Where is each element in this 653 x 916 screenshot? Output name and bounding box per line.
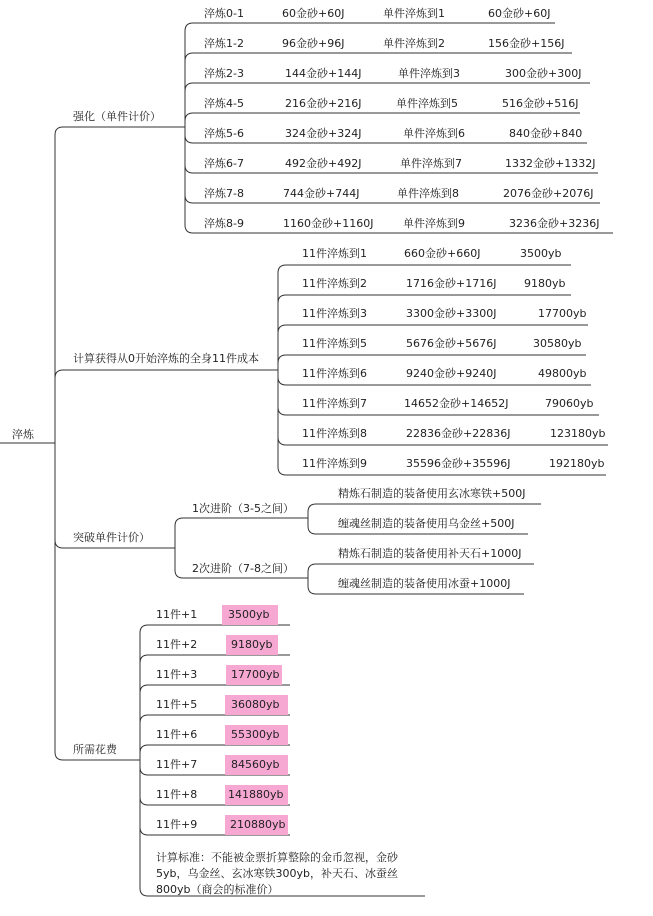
fullset-cost: 9240金砂+9240J <box>406 367 497 380</box>
fullset-target[interactable]: 11件淬炼到6 <box>302 367 367 380</box>
cost-yb: 9180yb <box>231 638 273 651</box>
fullset-cost: 3300金砂+3300J <box>406 307 497 320</box>
fullset-target[interactable]: 11件淬炼到9 <box>302 457 367 470</box>
strengthen-range[interactable]: 淬炼6-7 <box>204 157 244 170</box>
fullset-yb: 9180yb <box>524 277 566 290</box>
cost-item[interactable]: 11件+8 <box>156 788 198 801</box>
cost-yb: 210880yb <box>230 818 286 831</box>
strengthen-cost: 1160金砂+1160J <box>283 217 374 230</box>
fullset-target[interactable]: 11件淬炼到2 <box>302 277 367 290</box>
breakthrough-option: 精炼石制造的装备使用玄冰寒铁+500J <box>338 487 526 500</box>
fullset-cost: 22836金砂+22836J <box>406 427 511 440</box>
fullset-cost: 14652金砂+14652J <box>404 397 509 410</box>
cost-item[interactable]: 11件+1 <box>156 608 198 621</box>
strengthen-range[interactable]: 淬炼0-1 <box>204 7 244 20</box>
strengthen-cost: 216金砂+216J <box>285 97 362 110</box>
cost-item[interactable]: 11件+9 <box>156 818 198 831</box>
branch-breakthrough[interactable]: 突破单件计价） <box>73 531 150 544</box>
fullset-target[interactable]: 11件淬炼到7 <box>302 397 367 410</box>
cost-yb: 55300yb <box>231 728 280 741</box>
connector-stage-option <box>308 564 534 578</box>
strengthen-range[interactable]: 淬炼7-8 <box>204 187 244 200</box>
cost-item[interactable]: 11件+2 <box>156 638 198 651</box>
strengthen-cost: 324金砂+324J <box>285 127 362 140</box>
branch-cost[interactable]: 所需花费 <box>73 743 117 756</box>
branch-fullset-cost[interactable]: 计算获得从0开始淬炼的全身11件成本 <box>73 352 259 365</box>
connector-strengthen-row <box>185 53 572 127</box>
cost-yb: 3500yb <box>228 608 270 621</box>
cost-item[interactable]: 11件+6 <box>156 728 198 741</box>
cost-item[interactable]: 11件+3 <box>156 668 198 681</box>
fullset-yb: 30580yb <box>533 337 582 350</box>
strengthen-target: 单件淬炼到8 <box>397 187 459 200</box>
fullset-target[interactable]: 11件淬炼到5 <box>302 337 367 350</box>
strengthen-range[interactable]: 淬炼4-5 <box>204 97 244 110</box>
strengthen-cost: 744金砂+744J <box>283 187 360 200</box>
connector-strengthen-row <box>185 113 580 127</box>
fullset-yb: 17700yb <box>538 307 587 320</box>
strengthen-cost: 144金砂+144J <box>285 67 362 80</box>
breakthrough-option: 缠魂丝制造的装备使用冰蚕+1000J <box>338 577 511 590</box>
strengthen-range[interactable]: 淬炼5-6 <box>204 127 244 140</box>
strengthen-range[interactable]: 淬炼2-3 <box>204 67 244 80</box>
strengthen-total: 2076金砂+2076J <box>503 187 594 200</box>
strengthen-target: 单件淬炼到1 <box>383 7 445 20</box>
breakthrough-stage-2[interactable]: 2次进阶（7-8之间） <box>192 562 294 575</box>
strengthen-target: 单件淬炼到2 <box>383 37 445 50</box>
connector-fullset <box>55 370 278 443</box>
breakthrough-option: 精炼石制造的装备使用补天石+1000J <box>338 547 522 560</box>
strengthen-target: 单件淬炼到9 <box>403 217 465 230</box>
fullset-yb: 192180yb <box>549 457 605 470</box>
strengthen-target: 单件淬炼到5 <box>396 97 458 110</box>
fullset-cost: 35596金砂+35596J <box>406 457 511 470</box>
cost-item[interactable]: 11件+7 <box>156 758 198 771</box>
branch-strengthen[interactable]: 强化（单件计价） <box>73 110 161 123</box>
fullset-target[interactable]: 11件淬炼到1 <box>302 247 367 260</box>
strengthen-cost: 96金砂+96J <box>282 37 345 50</box>
strengthen-total: 516金砂+516J <box>502 97 579 110</box>
cost-item[interactable]: 11件+5 <box>156 698 198 711</box>
cost-yb: 141880yb <box>228 788 284 801</box>
strengthen-target: 单件淬炼到6 <box>403 127 465 140</box>
strengthen-total: 3236金砂+3236J <box>509 217 600 230</box>
strengthen-target: 单件淬炼到7 <box>400 157 462 170</box>
strengthen-cost: 492金砂+492J <box>285 157 362 170</box>
strengthen-total: 840金砂+840 <box>509 127 583 140</box>
cost-yb: 17700yb <box>231 668 280 681</box>
connector-cost <box>55 443 140 760</box>
fullset-target[interactable]: 11件淬炼到3 <box>302 307 367 320</box>
strengthen-cost: 60金砂+60J <box>282 7 345 20</box>
strengthen-total: 156金砂+156J <box>488 37 565 50</box>
fullset-yb: 123180yb <box>550 427 606 440</box>
fullset-yb: 79060yb <box>545 397 594 410</box>
strengthen-total: 300金砂+300J <box>505 67 582 80</box>
strengthen-target: 单件淬炼到3 <box>398 67 460 80</box>
strengthen-total: 1332金砂+1332J <box>505 157 596 170</box>
cost-note[interactable]: 计算标准：不能被金票折算整除的金币忽视，金砂5yb，乌金丝、玄冰寒铁300yb，补天石、冰蚕丝800yb（商会的标准价） <box>156 851 398 896</box>
strengthen-range[interactable]: 淬炼1-2 <box>204 37 244 50</box>
fullset-cost: 1716金砂+1716J <box>406 277 497 290</box>
fullset-yb: 3500yb <box>520 247 562 260</box>
fullset-yb: 49800yb <box>538 367 587 380</box>
breakthrough-option: 缠魂丝制造的装备使用乌金丝+500J <box>338 517 515 530</box>
connector-stage-option <box>308 504 541 518</box>
connector-stage-1 <box>175 518 308 548</box>
fullset-target[interactable]: 11件淬炼到8 <box>302 427 367 440</box>
root-node[interactable]: 淬炼 <box>12 428 34 441</box>
cost-yb: 84560yb <box>231 758 280 771</box>
strengthen-range[interactable]: 淬炼8-9 <box>204 217 244 230</box>
strengthen-total: 60金砂+60J <box>488 7 551 20</box>
connector-strengthen <box>55 127 185 443</box>
fullset-cost: 660金砂+660J <box>404 247 481 260</box>
fullset-cost: 5676金砂+5676J <box>406 337 497 350</box>
breakthrough-stage-1[interactable]: 1次进阶（3-5之间） <box>192 502 294 515</box>
cost-yb: 36080yb <box>231 698 280 711</box>
